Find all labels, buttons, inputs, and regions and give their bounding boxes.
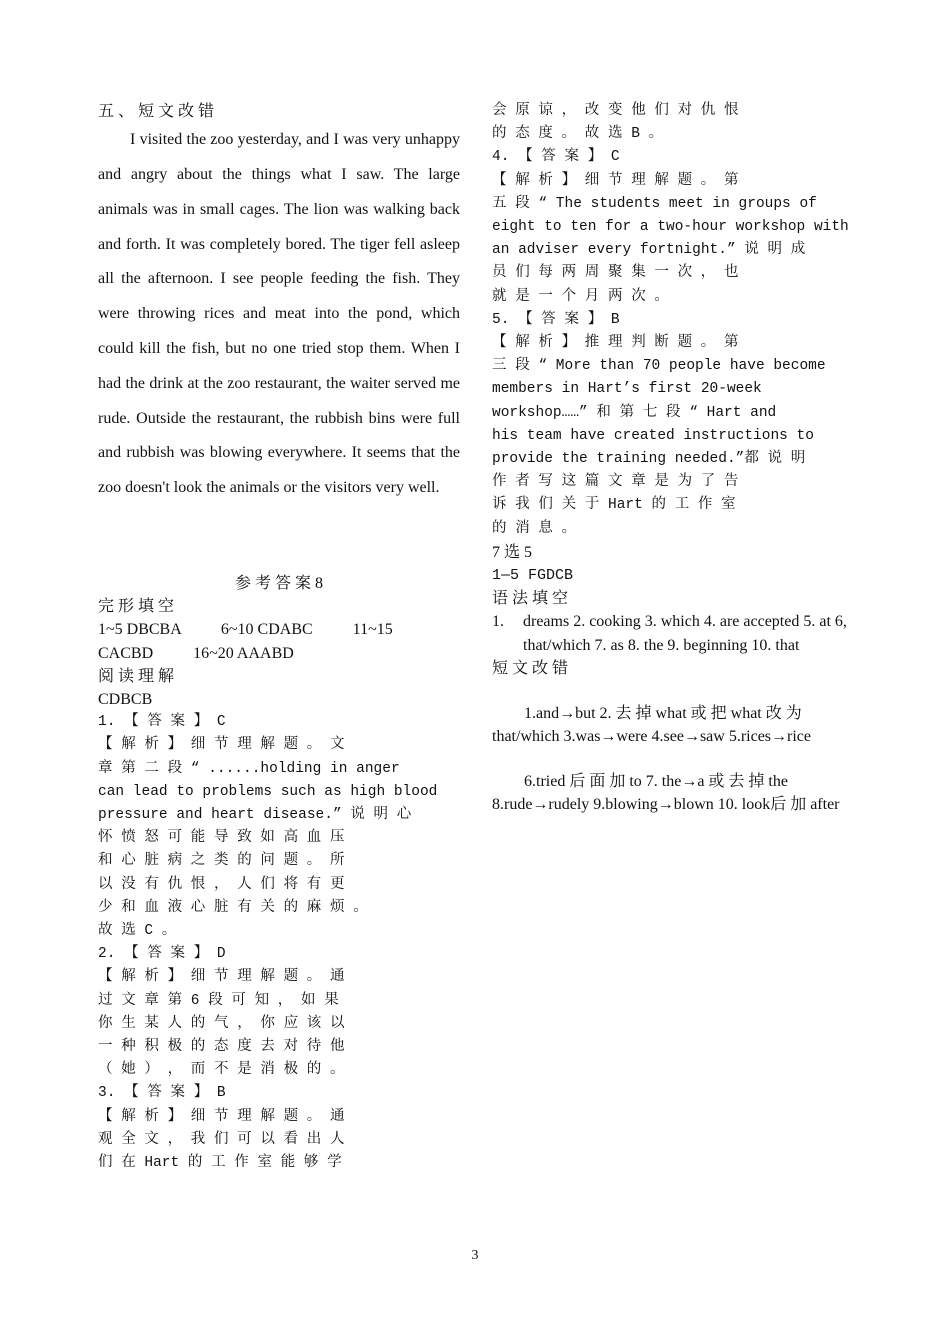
cloze-answers-line-2: CACBD 16~20 AAABD [98, 644, 294, 662]
explanation-line: an adviser every fortnight.” 说 明 成 [492, 242, 806, 259]
reading-title: 阅 读 理 解 [98, 667, 175, 685]
explanation-line: 【 解 析 】 细 节 理 解 题 。 通 [98, 969, 345, 986]
reading-answers: CDBCB [98, 690, 153, 708]
explanation-line: 2. 【 答 案 】 D [98, 946, 226, 963]
explanation-line: 3. 【 答 案 】 B [98, 1085, 226, 1102]
seven-five-answers: 1—5 FGDCB [492, 567, 574, 585]
explanation-line: 员 们 每 两 周 聚 集 一 次 ， 也 [492, 265, 739, 282]
grammar-answers-row [492, 610, 852, 656]
explanation-line: eight to ten for a two-hour workshop with [492, 219, 849, 236]
explanation-line: 们 在 Hart 的 工 作 室 能 够 学 [98, 1155, 342, 1172]
answers-title: 参 考 答 案 8 [234, 574, 323, 592]
explanation-line: 【 解 析 】 细 节 理 解 题 。 文 [98, 737, 345, 754]
left-column [98, 100, 460, 1175]
explanation-line: 三 段 “ More than 70 people have become [492, 358, 826, 375]
explanation-line: his team have created instructions to [492, 427, 814, 444]
explanation-line: members in Hart’s first 20-week [492, 381, 762, 398]
seven-five-title: 7 选 5 [492, 543, 533, 561]
explanation-line: can lead to problems such as high blood [98, 783, 438, 800]
explanation-line: 会 原 谅 ， 改 变 他 们 对 仇 恨 [492, 103, 739, 119]
explanation-line: 和 心 脏 病 之 类 的 问 题 。 所 [98, 853, 345, 870]
explanation-line: 章 第 二 段 “ ......holding in anger [98, 760, 400, 777]
explanation-line: 少 和 血 液 心 脏 有 关 的 麻 烦 。 [98, 899, 368, 916]
explanation-line: 就 是 一 个 月 两 次 。 [492, 288, 669, 305]
explanation-line: 你 生 某 人 的 气 ， 你 应 该 以 [98, 1015, 345, 1032]
explanation-line: provide the training needed.”都 说 明 [492, 451, 806, 468]
explanation-line: 诉 我 们 关 于 Hart 的 工 作 室 [492, 497, 736, 514]
error-correction-essay [98, 123, 460, 506]
explanation-line: 【 解 析 】 细 节 理 解 题 。 第 [492, 172, 739, 189]
explanation-line: 观 全 文 ， 我 们 可 以 看 出 人 [98, 1131, 345, 1148]
grammar-title: 语 法 填 空 [492, 590, 569, 608]
correction-answers-2: 6.tried 后 面 加 to 7. the→a 或 去 掉 the 8.rude→rudely 9.blowing→blown 10. look后 加 after [492, 773, 840, 814]
explanation-line: 五 段 “ The students meet in groups of [492, 195, 817, 212]
explanation-line: 过 文 章 第 6 段 可 知 ， 如 果 [98, 992, 339, 1009]
explanation-line: 以 没 有 仇 恨 ， 人 们 将 有 更 [98, 876, 345, 893]
cloze-title: 完 形 填 空 [98, 598, 175, 616]
correction-title: 短 文 改 错 [492, 659, 569, 677]
explanation-line: 的 态 度 。 故 选 B 。 [492, 126, 664, 143]
explanation-line: 一 种 积 极 的 态 度 去 对 待 他 [98, 1039, 345, 1056]
right-column [492, 100, 852, 816]
explanation-line: 的 消 息 。 [492, 520, 577, 537]
essay-text: I visited the zoo yesterday, and I was very unhappy and angry about the things what I saw. The large animals was in small cages. The lion was walking back and forth. It was completely bored. The tiger fell asleep all the afternoon. I see people feeding the fish. They were throwing rices and meat into the pond, which could kill the fish, but no one tried stop them. When I had the drink at the zoo restaurant, the waiter served me rude. Outside the restaurant, the rubbish bins were full and rubbish was blowing everywhere. It seems that the zoo doesn't look the animals or the visitors very well. [98, 131, 460, 497]
explanation-line: 怀 愤 怒 可 能 导 致 如 高 血 压 [98, 830, 345, 847]
explanation-line: 【 解 析 】 细 节 理 解 题 。 通 [98, 1108, 345, 1125]
explanation-line: workshop……” 和 第 七 段 “ Hart and [492, 404, 777, 421]
grammar-answers: dreams 2. cooking 3. which 4. are accepted 5. at 6, that/which 7. as 8. the 9. beginning 10. that [523, 613, 847, 654]
explanation-line: 故 选 C 。 [98, 923, 177, 940]
cloze-answers-line-1: 1~5 DBCBA 6~10 CDABC 11~15 [98, 621, 393, 639]
grammar-number: 1. [492, 613, 504, 631]
explanation-line: （ 她 ） ， 而 不 是 消 极 的 。 [98, 1062, 345, 1079]
correction-answers-1: 1.and→but 2. 去 掉 what 或 把 what 改 为 that/which 3.was→were 4.see→saw 5.rices→rice [492, 705, 811, 746]
section-five-title: 五 、 短 文 改 错 [98, 103, 215, 120]
explanation-line: 【 解 析 】 推 理 判 断 题 。 第 [492, 335, 739, 352]
reading-explanations-right [492, 100, 852, 541]
explanation-line: 作 者 写 这 篇 文 章 是 为 了 告 [492, 474, 739, 491]
page-number: 3 [471, 1248, 479, 1263]
explanation-line: pressure and heart disease.” 说 明 心 [98, 807, 412, 823]
explanation-line: 5. 【 答 案 】 B [492, 311, 620, 328]
reading-explanations-left [98, 711, 460, 1175]
explanation-line: 4. 【 答 案 】 C [492, 149, 620, 166]
explanation-line: 1. 【 答 案 】 C [98, 714, 226, 731]
